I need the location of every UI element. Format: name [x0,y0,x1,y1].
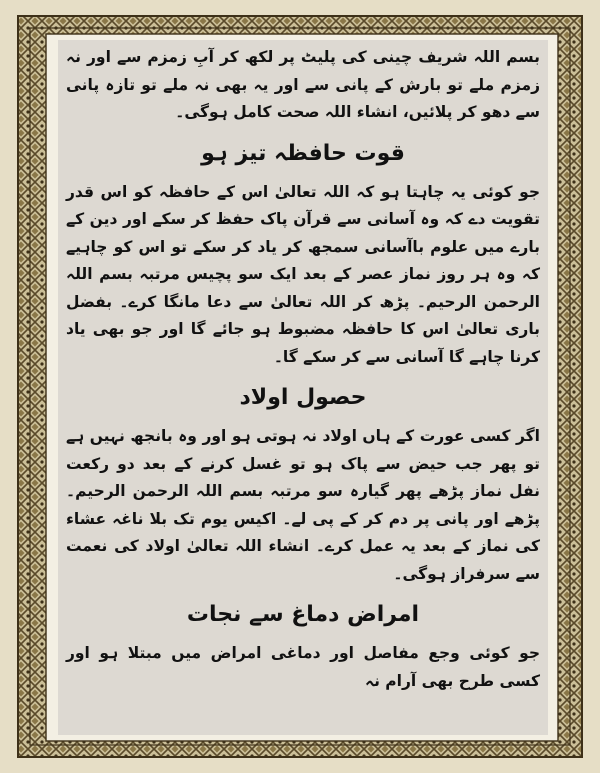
heading-memory: قوت حافظہ تیز ہو [201,140,405,166]
paragraph-intro: بسم اللہ شریف چینی کی پلیٹ پر لکھ کر آبِ زمزم سے اور نہ زمزم ملے تو بارش کے پانی سے اور یہ بھی نہ ملے تو تازہ پانی سے دھو کر پلائیں، انشاء اللہ صحت کامل ہوگی۔ [66,48,540,121]
page-body [58,40,548,735]
paragraph-brain-ailments: جو کوئی وجع مفاصل اور دماغی امراض میں مبتلا ہو اور کسی طرح بھی آرام نہ [66,644,540,690]
paragraph-memory: جو کوئی یہ چاہتا ہو کہ اللہ تعالیٰ اس کے حافظہ کو اس قدر تقویت دے کہ وہ آسانی سے قرآن پاک حفظ کر سکے اور دین کے بارے میں علوم باآسانی سمجھ کر یاد کر سکے تو اس کو چاہیے کہ وہ ہر روز نماز عصر کے بعد ایک سو پچیس مرتبہ بسم اللہ الرحمن الرحیم۔ پڑھ کر اللہ تعالیٰ سے دعا مانگا کرے۔ بفضل باری تعالیٰ اس کا حافظہ مضبوط ہو جائے گا اور جو بھی یاد کرنا چاہے گا آسانی سے کر سکے گا۔ [66,182,540,366]
heading-offspring: حصول اولاد [239,385,367,410]
paragraph-offspring: اگر کسی عورت کے ہاں اولاد نہ ہوتی ہو اور وہ بانجھ نہیں ہے تو پھر جب حیض سے پاک ہو تو غسل کرنے کے بعد دو رکعت نفل نماز پڑھے پھر گیارہ سو مرتبہ بسم اللہ الرحمن الرحیم۔ پڑھے اور پانی پر دم کر کے پی لے۔ اکیس یوم تک بلا ناغہ عشاء کی نماز کے بعد یہ عمل کرے۔ انشاء اللہ تعالیٰ اولاد کی نعمت سے سرفراز ہوگی۔ [66,427,541,583]
heading-brain-ailments: امراض دماغ سے نجات [186,602,420,627]
